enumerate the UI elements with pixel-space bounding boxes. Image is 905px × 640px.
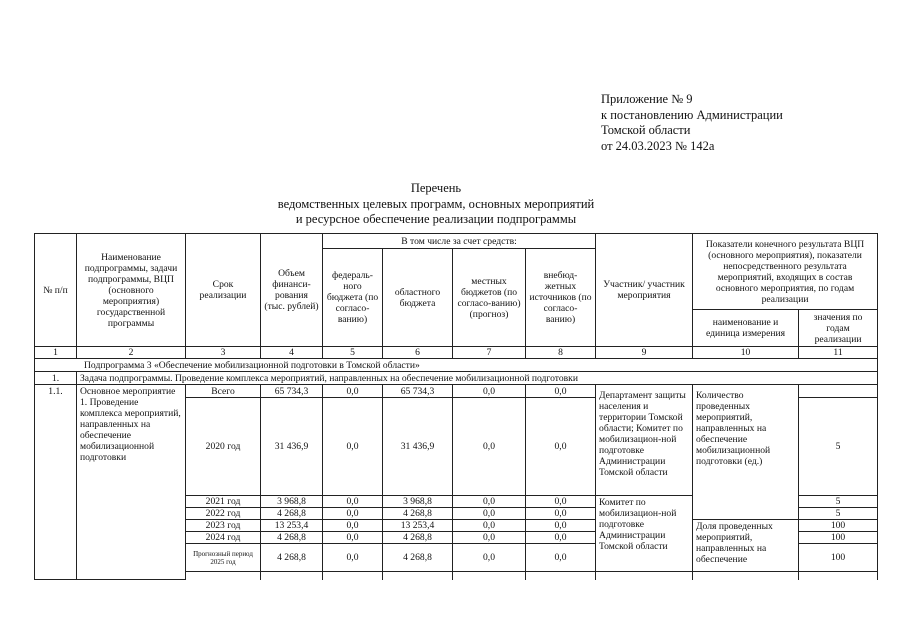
item-name: Основное мероприятие 1. Проведение комплекса мероприятий, направленных на обеспечение мобилизационной подготовки [77,385,186,580]
header-including: В том числе за счет средств: [323,234,596,249]
participant-1: Департамент защиты населения и территории Томской области; Комитет по мобилизацион-ной подготовке Администрации Томской области [596,385,693,496]
col-number: 8 [526,347,596,359]
offbudget-cell: 0,0 [526,398,596,496]
header-indicators: Показатели конечного результата ВЦП (основного мероприятия), показатели непосредственного результата мероприятий, входящих в состав основного мероприятия, по годам реализации [693,234,878,310]
regional-cell: 4 268,8 [383,508,453,520]
appendix-line-1: Приложение № 9 [601,92,693,106]
col-number: 1 [35,347,77,359]
volume-cell: 4 268,8 [261,532,323,544]
period-cell: 2023 год [186,520,261,532]
offbudget-cell: 0,0 [526,385,596,398]
header-regional: областного бюджета [383,249,453,347]
empty-cell [596,572,693,580]
regional-cell: 13 253,4 [383,520,453,532]
title-line-1: Перечень [410,181,462,195]
federal-cell: 0,0 [323,385,383,398]
empty-cell [186,572,261,580]
appendix-block [601,92,783,154]
value-cell: 5 [799,508,878,520]
volume-cell: 31 436,9 [261,398,323,496]
empty-cell [693,572,799,580]
col-number: 9 [596,347,693,359]
subprogram-row: Подпрограмма 3 «Обеспечение мобилизационной подготовки в Томской области» [35,359,878,372]
indicator-2: Доля проведенных мероприятий, направленных на обеспечение [693,520,799,572]
offbudget-cell: 0,0 [526,544,596,572]
offbudget-cell: 0,0 [526,520,596,532]
federal-cell: 0,0 [323,496,383,508]
header-period: Срок реализации [186,234,261,347]
federal-cell: 0,0 [323,398,383,496]
local-cell: 0,0 [453,508,526,520]
program-table [34,233,878,580]
period-cell: Всего [186,385,261,398]
federal-cell: 0,0 [323,544,383,572]
local-cell: 0,0 [453,398,526,496]
period-cell: 2022 год [186,508,261,520]
offbudget-cell: 0,0 [526,496,596,508]
item-number: 1.1. [35,385,77,580]
local-cell: 0,0 [453,544,526,572]
col-number: 2 [77,347,186,359]
local-cell: 0,0 [453,385,526,398]
period-cell: 2024 год [186,532,261,544]
appendix-line-3: Томской области [601,123,691,137]
empty-cell [261,572,323,580]
offbudget-cell: 0,0 [526,508,596,520]
empty-cell [383,572,453,580]
header-indicator-values: значения по годам реализации [799,310,878,347]
document-title [250,181,622,228]
col-number: 3 [186,347,261,359]
header-indicator-name: наименование и единица измерения [693,310,799,347]
federal-cell: 0,0 [323,508,383,520]
regional-cell: 31 436,9 [383,398,453,496]
col-number: 10 [693,347,799,359]
appendix-line-2: к постановлению Администрации [601,107,783,122]
volume-cell: 4 268,8 [261,508,323,520]
regional-cell: 3 968,8 [383,496,453,508]
volume-cell: 13 253,4 [261,520,323,532]
period-cell: 2021 год [186,496,261,508]
volume-cell: 3 968,8 [261,496,323,508]
period-cell: Прогнозный период 2025 год [186,544,261,572]
task-number: 1. [35,372,77,385]
federal-cell: 0,0 [323,520,383,532]
local-cell: 0,0 [453,496,526,508]
empty-cell [453,572,526,580]
header-local: местных бюджетов (по согласо-ванию) (прогноз) [453,249,526,347]
period-cell: 2020 год [186,398,261,496]
empty-cell [323,572,383,580]
header-name: Наименование подпрограммы, задачи подпрограммы, ВЦП (основного мероприятия) государственной программы [77,234,186,347]
participant-2: Комитет по мобилизацион-ной подготовке Администрации Томской области [596,496,693,572]
col-number: 11 [799,347,878,359]
empty-cell [526,572,596,580]
regional-cell: 4 268,8 [383,544,453,572]
task-row: Задача подпрограммы. Проведение комплекса мероприятий, направленных на обеспечение мобилизационной подготовки [77,372,878,385]
col-number: 6 [383,347,453,359]
federal-cell: 0,0 [323,532,383,544]
local-cell: 0,0 [453,520,526,532]
col-number: 5 [323,347,383,359]
value-cell: 5 [799,496,878,508]
value-cell: 5 [799,398,878,496]
regional-cell: 65 734,3 [383,385,453,398]
volume-cell: 65 734,3 [261,385,323,398]
header-participant: Участник/ участник мероприятия [596,234,693,347]
value-cell: 100 [799,532,878,544]
header-federal: федераль-ного бюджета (по согласо-ванию) [323,249,383,347]
regional-cell: 4 268,8 [383,532,453,544]
indicator-1: Количество проведенных мероприятий, направленных на обеспечение мобилизационной подготовки (ед.) [693,385,799,520]
col-number: 4 [261,347,323,359]
local-cell: 0,0 [453,532,526,544]
value-cell: 100 [799,544,878,572]
empty-cell [799,572,878,580]
col-number: 7 [453,347,526,359]
title-line-3: и ресурсное обеспечение реализации подпрограммы [295,212,577,226]
header-num: № п/п [35,234,77,347]
offbudget-cell: 0,0 [526,532,596,544]
title-line-2: ведомственных целевых программ, основных мероприятий [277,196,595,211]
volume-cell: 4 268,8 [261,544,323,572]
value-cell: 100 [799,520,878,532]
header-offbudget: внебюд-жетных источников (по согласо-ванию) [526,249,596,347]
header-volume: Объем финанси-рования (тыс. рублей) [261,234,323,347]
appendix-line-4: от 24.03.2023 № 142а [601,138,715,153]
value-cell [799,385,878,398]
